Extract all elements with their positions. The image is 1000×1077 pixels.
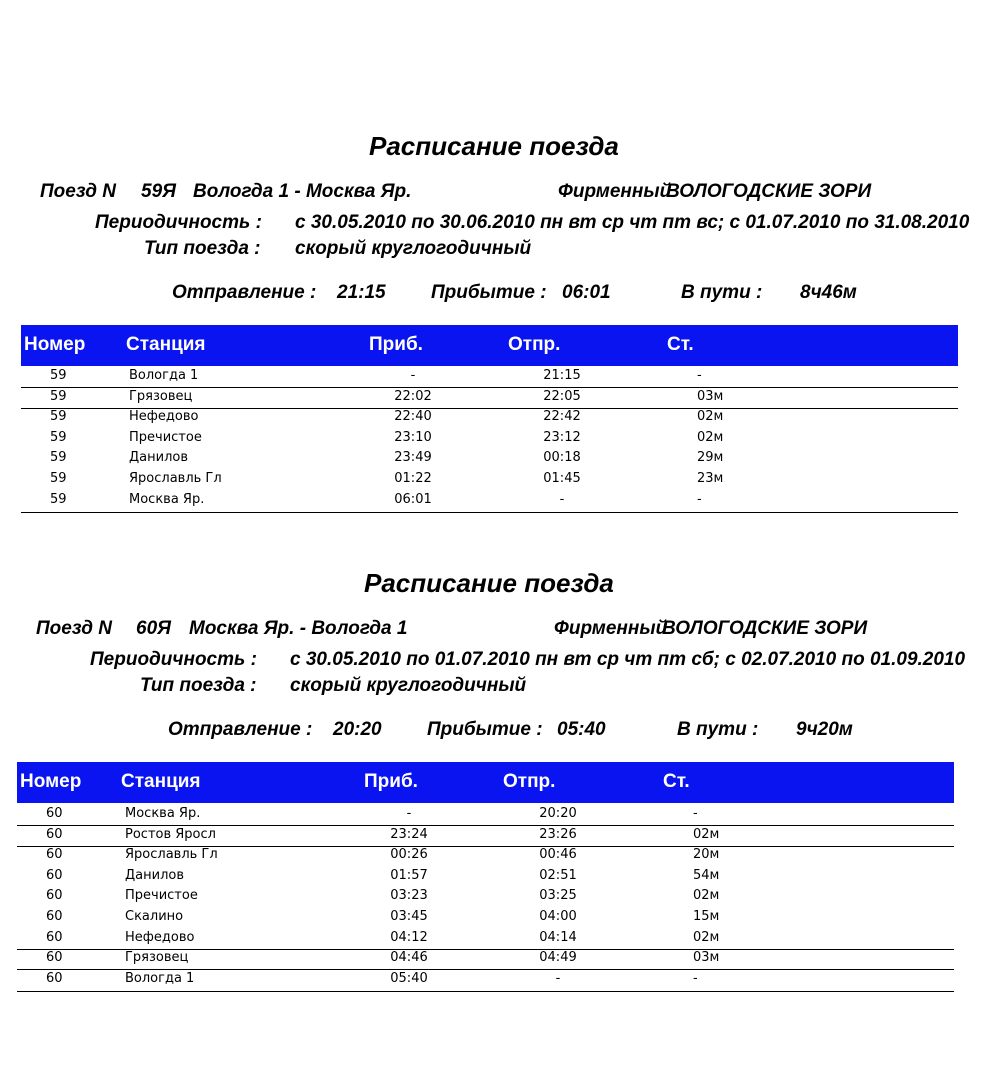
table-bottom-rule [17,991,954,992]
row-departure: 04:49 [539,950,577,966]
train-number: 60Я [136,618,171,639]
col-stop: Ст. [667,334,694,355]
row-stop: - [697,491,702,507]
type-label: Тип поезда : [144,238,261,259]
period-value: с 30.05.2010 по 30.06.2010 пн вт ср чт пт вс; с 01.07.2010 по 31.08.2010 [295,212,970,233]
row-number: 59 [50,409,67,425]
row-stop: 15м [693,909,720,924]
schedule-title: Расписание поезда [369,131,619,161]
row-arrival: 22:02 [394,388,432,404]
row-station: Данилов [125,867,184,883]
row-number: 60 [46,888,63,904]
row-arrival: - [406,806,412,821]
row-stop: 02м [697,429,724,445]
train-route: Вологда 1 - Москва Яр. [193,181,412,202]
type-label: Тип поезда : [140,675,257,696]
departure-value: 21:15 [337,282,386,303]
row-departure: 20:20 [539,806,577,821]
travel-label: В пути : [681,282,763,303]
row-arrival: 23:24 [390,826,428,842]
row-number: 59 [50,368,67,383]
row-station: Нефедово [129,409,199,425]
row-stop: 03м [693,950,720,966]
row-stop: 02м [697,409,724,425]
row-departure: - [559,491,565,507]
row-station: Пречистое [129,429,202,445]
row-number: 60 [46,929,63,945]
row-stop: - [693,806,698,821]
type-value: скорый круглогодичный [295,238,532,259]
arrival-value: 05:40 [557,719,606,740]
row-number: 59 [50,388,67,404]
row-stop: - [697,368,702,383]
table-row [17,866,954,886]
row-number: 59 [50,491,67,507]
row-stop: 03м [697,388,724,404]
row-divider [17,846,954,847]
row-arrival: 04:12 [390,929,428,945]
brand-label: Фирменный [558,181,672,202]
row-number: 59 [50,429,67,445]
table-row [21,469,958,489]
row-arrival: 23:49 [394,450,432,466]
row-departure: 02:51 [539,867,577,883]
travel-value: 9ч20м [796,719,853,740]
row-arrival: 23:10 [394,429,432,445]
table-row [21,490,958,510]
row-arrival: 01:57 [390,867,428,883]
row-arrival: 06:01 [394,491,432,507]
row-number: 60 [46,826,63,842]
table-row [17,804,954,824]
schedule-title: Расписание поезда [364,568,614,598]
col-stop: Ст. [663,771,690,792]
type-value: скорый круглогодичный [290,675,527,696]
arrival-value: 06:01 [562,282,611,303]
row-departure: 00:18 [543,450,581,466]
brand-name: ВОЛОГОДСКИЕ ЗОРИ [666,181,872,202]
row-stop: 23м [697,471,724,486]
table-row [17,928,954,948]
col-number: Номер [24,334,86,355]
row-station: Москва Яр. [129,491,205,507]
row-number: 60 [46,909,63,924]
row-departure: 04:14 [539,929,577,945]
train-label: Поезд N [40,181,117,202]
row-arrival: 01:22 [394,471,432,486]
row-arrival: 22:40 [394,409,432,425]
row-station: Скалино [125,909,184,924]
departure-label: Отправление : [168,719,313,740]
row-station: Москва Яр. [125,806,201,821]
period-label: Периодичность : [90,649,257,670]
arrival-label: Прибытие : [431,282,547,303]
col-number: Номер [20,771,82,792]
departure-value: 20:20 [333,719,382,740]
row-number: 60 [46,806,63,821]
row-arrival: 00:26 [390,847,428,863]
table-row [17,969,954,989]
row-stop: 29м [697,450,724,466]
table-row [17,907,954,927]
arrival-label: Прибытие : [427,719,543,740]
row-arrival: 05:40 [390,970,428,986]
table-row [17,948,954,968]
row-station: Вологда 1 [125,970,195,986]
travel-label: В пути : [677,719,759,740]
row-departure: - [555,970,561,986]
row-station: Вологда 1 [129,368,199,383]
table-bottom-rule [21,512,958,513]
col-arrival: Приб. [369,334,423,355]
row-departure: 01:45 [543,471,581,486]
brand-name: ВОЛОГОДСКИЕ ЗОРИ [662,618,868,639]
row-stop: 02м [693,929,720,945]
table-row [21,428,958,448]
row-number: 60 [46,847,63,863]
departure-label: Отправление : [172,282,317,303]
period-label: Периодичность : [95,212,262,233]
row-stop: 20м [693,847,720,863]
row-departure: 03:25 [539,888,577,904]
travel-value: 8ч46м [800,282,857,303]
col-departure: Отпр. [503,771,556,792]
table-row [21,448,958,468]
col-station: Станция [121,771,201,792]
row-departure: 23:26 [539,826,577,842]
row-departure: 22:42 [543,409,581,425]
row-arrival: 04:46 [390,950,428,966]
row-station: Грязовец [125,950,189,966]
period-value: с 30.05.2010 по 01.07.2010 пн вт ср чт пт сб; с 02.07.2010 по 01.09.2010 [290,649,966,670]
row-divider [17,969,954,970]
col-departure: Отпр. [508,334,561,355]
row-stop: - [693,970,698,986]
row-stop: 02м [693,826,720,842]
row-station: Ярославль Гл [129,471,222,486]
table-row [17,845,954,865]
row-station: Ростов Яросл [125,826,216,842]
row-number: 60 [46,867,63,883]
row-departure: 21:15 [543,368,581,383]
row-arrival: 03:23 [390,888,428,904]
row-departure: 04:00 [539,909,577,924]
row-stop: 02м [693,888,720,904]
row-departure: 00:46 [539,847,577,863]
table-row [17,825,954,845]
row-number: 59 [50,471,67,486]
row-stop: 54м [693,867,720,883]
row-number: 59 [50,450,67,466]
col-arrival: Приб. [364,771,418,792]
train-number: 59Я [141,181,176,202]
row-station: Нефедово [125,929,195,945]
row-departure: 23:12 [543,429,581,445]
train-label: Поезд N [36,618,113,639]
schedule-table [17,804,954,994]
table-row [17,886,954,906]
row-number: 60 [46,950,63,966]
col-station: Станция [126,334,206,355]
row-divider [17,949,954,950]
row-divider [17,825,954,826]
brand-label: Фирменный [554,618,668,639]
row-arrival: - [410,368,416,383]
train-route: Москва Яр. - Вологда 1 [189,618,408,639]
row-number: 60 [46,970,63,986]
row-station: Данилов [129,450,188,466]
row-station: Грязовец [129,388,193,404]
row-station: Ярославль Гл [125,847,218,863]
row-arrival: 03:45 [390,909,428,924]
row-station: Пречистое [125,888,198,904]
row-departure: 22:05 [543,388,581,404]
table-header [17,762,954,803]
